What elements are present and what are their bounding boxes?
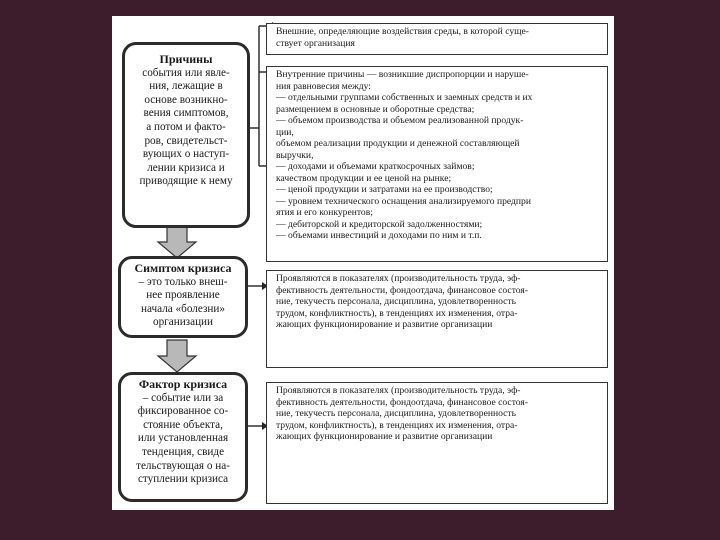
causes-text-line: вения симптомов, [143,107,229,120]
factor-text-line: тельствующая о на- [136,459,230,472]
factor-manifestation-line: Проявляются в показателях (производительность труда, эф- [276,385,521,396]
down-arrow-2 [158,340,196,372]
factor-text-line: ступлении кризиса [137,473,229,486]
symptom-box [118,256,248,338]
factor-manifestation-line: фективность деятельности, фондоотдача, финансовое состоя- [276,396,528,408]
symptom-manifestation-line: фективность деятельности, фондоотдача, финансовое состоя- [276,284,528,296]
causes-text-line: события или явле- [142,66,230,79]
causes-text-line: вующих о наступ- [142,148,230,161]
factor-heading: Фактор кризиса [138,377,228,391]
down-arrow-1 [158,226,196,258]
causes-box [122,42,250,228]
internal-causes-line: объемом реализации продукции и денежной составляющей [276,138,520,149]
factor-text-line: стояние объекта, [143,418,223,431]
factor-text-line: или установленная [137,432,229,445]
symptom-manifestation-line: Проявляются в показателях (производительность труда, эф- [276,273,521,284]
causes-heading: Причины [159,52,213,66]
internal-causes-line: размещением в основные и оборотные средства; [276,103,475,115]
factor-manifestation-line: трудом, конфликтность), в тенденциях их изменения, отра- [276,419,518,431]
external-causes-box [266,23,608,55]
factor-manifestation-line: жающих функционирование и развитие организации [276,431,493,442]
factor-text-line: фиксированное со- [137,405,229,418]
symptom-text-line: организации [152,316,214,329]
factor-text-line: тенденция, свиде [141,445,225,458]
symptom-manifestation-box [266,270,608,368]
internal-causes-line: — объемом производства и объемом реализованной продук- [276,115,524,126]
internal-causes-line: ятия и его конкурентов; [276,207,373,218]
diagram-canvas [112,16,614,510]
symptom-text-line: нее проявление [146,289,220,302]
internal-causes-line: — уровнем технического оснащения анализируемого предпри [276,195,531,207]
symptom-text-line: – это только внеш- [138,275,228,288]
symptom-heading: Симптом кризиса [134,261,232,275]
internal-causes-line: качеством продукции и ее ценой на рынке; [276,172,452,184]
internal-causes-line: — отдельными группами собственных и заемных средств и их [276,92,533,103]
symptom-manifestation-line: ние, текучесть персонала, дисциплина, удовлетворенность [276,296,516,307]
symptom-manifestation-line: жающих функционирование и развитие организации [276,319,493,330]
internal-causes-line: выручки, [276,149,314,161]
causes-text-line: а потом и факто- [146,120,226,133]
internal-causes-line: ния равновесия между: [276,80,371,92]
external-causes-line: ствует организация [276,37,355,49]
internal-causes-line: Внутренние причины — возникшие диспропорции и наруше- [276,69,529,80]
causes-text-line: ния, лежащие в [149,80,223,93]
internal-causes-line: ции, [276,126,294,138]
causes-text-line: лении кризиса и [147,161,225,174]
causes-text-line: ров, свидетельст- [144,134,228,147]
factor-manifestation-box [266,382,608,504]
internal-causes-box [266,66,608,262]
symptom-manifestation-line: трудом, конфликтность), в тенденциях их изменения, отра- [276,307,518,319]
causes-text-line: основе возникно- [144,93,228,106]
factor-manifestation-line: ние, текучесть персонала, дисциплина, удовлетворенность [276,408,516,419]
factor-box [118,372,248,502]
internal-causes-line: — доходами и объемами краткосрочных займов; [276,161,475,172]
internal-causes-line: — ценой продукции и затратами на ее производство; [276,184,493,195]
causes-text-line: приводящие к нему [139,175,233,188]
external-causes-line: Внешние, определяющие воздействия среды, в которой суще- [276,26,529,37]
factor-text-line: – событие или за [142,391,224,404]
symptom-text-line: начала «болезни» [141,302,225,315]
internal-causes-line: — объемами инвестиций и доходами по ним и т.п. [276,230,482,241]
internal-causes-line: — дебиторской и кредиторской задолженностями; [276,218,483,230]
